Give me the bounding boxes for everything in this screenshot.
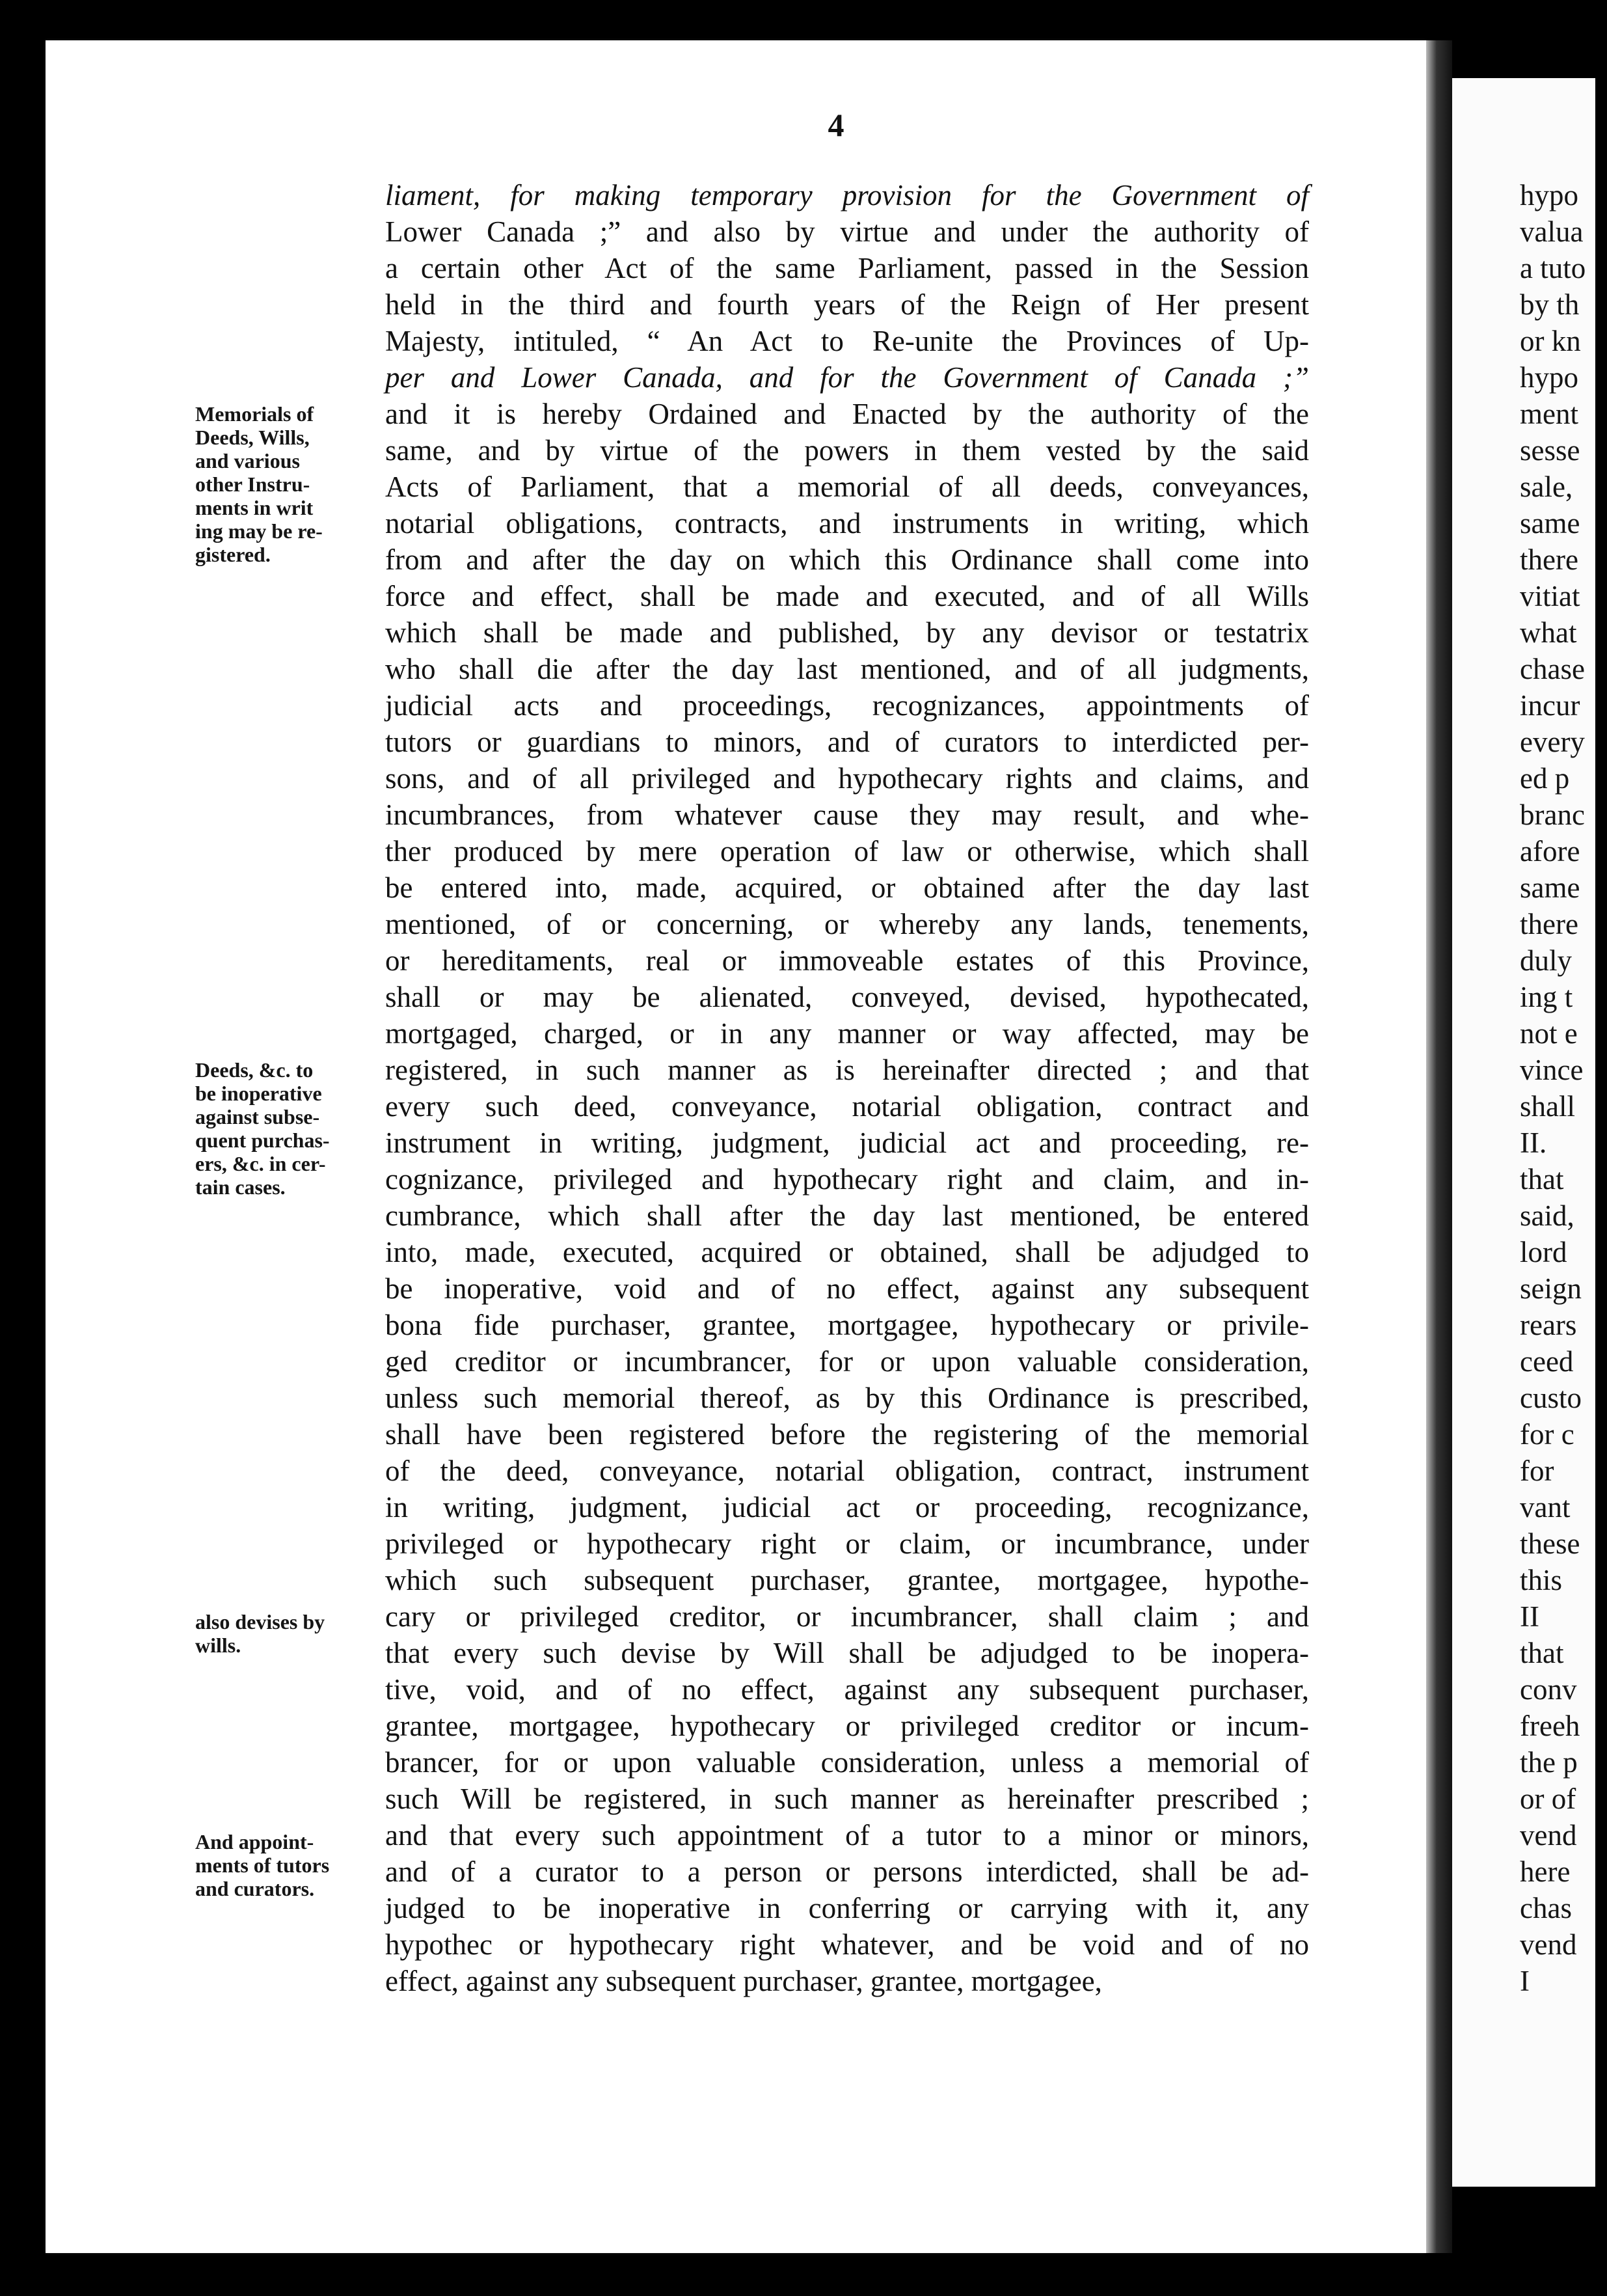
right-page-fragment: vend — [1520, 1819, 1577, 1852]
right-page-fragment: branc — [1520, 799, 1585, 831]
text-line: sons, and of all privileged and hypothecary rights and claims, and — [385, 762, 1309, 795]
text-line: in writing, judgment, judicial act or proceeding, recognizance, — [385, 1491, 1309, 1524]
right-page-fragment: this — [1520, 1564, 1563, 1596]
text-line: which such subsequent purchaser, grantee, mortgagee, hypothe- — [385, 1564, 1309, 1596]
right-page-fragment: sale, — [1520, 471, 1573, 503]
right-page-fragment: there — [1520, 908, 1578, 940]
right-page-fragment: I — [1520, 1965, 1530, 1997]
right-page-fragment: incur — [1520, 689, 1580, 722]
margin-note-line: also devises by — [195, 1610, 325, 1633]
text-line: or hereditaments, real or immoveable estates of this Province, — [385, 944, 1309, 977]
right-page-fragment: valua — [1520, 215, 1584, 248]
text-line: registered, in such manner as is hereinafter directed ; and that — [385, 1054, 1309, 1086]
text-line: ged creditor or incumbrancer, for or upon valuable consideration, — [385, 1345, 1309, 1378]
text-line: such Will be registered, in such manner as hereinafter prescribed ; — [385, 1783, 1309, 1815]
right-page-fragment: chas — [1520, 1892, 1572, 1924]
margin-note-line: be inoperative — [195, 1082, 322, 1105]
text-line: effect, against any subsequent purchaser, grantee, mortgagee, — [385, 1965, 1102, 1997]
margin-note-line: ers, &c. in cer- — [195, 1152, 326, 1175]
text-line: and that every such appointment of a tutor to a minor or minors, — [385, 1819, 1309, 1852]
text-line: Acts of Parliament, that a memorial of all deeds, conveyances, — [385, 471, 1309, 503]
right-page-fragment: that — [1520, 1637, 1564, 1669]
right-page-fragment: ed p — [1520, 762, 1570, 795]
right-page-fragment: conv — [1520, 1673, 1577, 1706]
text-line: be entered into, made, acquired, or obtained after the day last — [385, 871, 1309, 904]
right-page-fragment: shall — [1520, 1090, 1575, 1123]
text-line: tutors or guardians to minors, and of curators to interdicted per- — [385, 726, 1309, 758]
right-page-fragment: said, — [1520, 1199, 1574, 1232]
text-line: shall have been registered before the registering of the memorial — [385, 1418, 1309, 1451]
text-line: and it is hereby Ordained and Enacted by the authority of the — [385, 398, 1309, 430]
text-line: who shall die after the day last mentioned, and of all judgments, — [385, 653, 1309, 685]
right-page-fragment: afore — [1520, 835, 1580, 868]
right-page-fragment: sesse — [1520, 434, 1580, 467]
right-page-fragment: same — [1520, 871, 1580, 904]
text-line: Lower Canada ;” and also by virtue and under the authority of — [385, 215, 1309, 248]
right-page-fragment: hypo — [1520, 361, 1578, 394]
text-line: same, and by virtue of the powers in them vested by the said — [385, 434, 1309, 467]
right-page-fragment: here — [1520, 1855, 1571, 1888]
scan-edge — [1595, 0, 1607, 2296]
text-line: ther produced by mere operation of law or otherwise, which shall — [385, 835, 1309, 868]
text-line: mortgaged, charged, or in any manner or way affected, may be — [385, 1017, 1309, 1050]
right-page-fragment: there — [1520, 543, 1578, 576]
right-page-fragment: II. — [1520, 1127, 1547, 1159]
margin-note-line: and various — [195, 449, 300, 472]
margin-note-line: against subse- — [195, 1105, 320, 1128]
text-line: judicial acts and proceedings, recognizances, appointments of — [385, 689, 1309, 722]
right-page-fragment: by th — [1520, 288, 1580, 321]
right-page-fragment: what — [1520, 616, 1577, 649]
text-line: liament, for making temporary provision for the Government of — [385, 179, 1309, 212]
text-line: notarial obligations, contracts, and instruments in writing, which — [385, 507, 1309, 540]
margin-note-line: ments in writ — [195, 496, 314, 519]
margin-note-line: ing may be re- — [195, 519, 323, 543]
right-page-fragment: or kn — [1520, 325, 1581, 357]
text-line: grantee, mortgagee, hypothecary or privileged creditor or incum- — [385, 1710, 1309, 1742]
text-line: from and after the day on which this Ordinance shall come into — [385, 543, 1309, 576]
text-line: mentioned, of or concerning, or whereby any lands, tenements, — [385, 908, 1309, 940]
text-line: hypothec or hypothecary right whatever, and be void and of no — [385, 1928, 1309, 1961]
margin-note-memorials — [195, 402, 384, 566]
text-line: which shall be made and published, by any devisor or testatrix — [385, 616, 1309, 649]
margin-note-deeds-inoperative — [195, 1058, 384, 1199]
text-line: incumbrances, from whatever cause they may result, and whe- — [385, 799, 1309, 831]
right-page-fragment: duly — [1520, 944, 1573, 977]
right-page-fragment: or of — [1520, 1783, 1576, 1815]
right-page-fragment: custo — [1520, 1382, 1582, 1414]
text-line: a certain other Act of the same Parliament, passed in the Session — [385, 252, 1309, 284]
main-text-column — [385, 177, 1309, 1999]
right-page-fragment: vince — [1520, 1054, 1584, 1086]
text-line: brancer, for or upon valuable consideration, unless a memorial of — [385, 1746, 1309, 1779]
right-page-fragment: that — [1520, 1163, 1564, 1196]
right-page-fragment: every — [1520, 726, 1585, 758]
right-page-fragment: ceed — [1520, 1345, 1574, 1378]
right-page-fragment: II — [1520, 1600, 1539, 1633]
margin-note-devises — [195, 1610, 384, 1657]
text-line: force and effect, shall be made and executed, and of all Wills — [385, 580, 1309, 612]
right-page-fragment: seign — [1520, 1272, 1582, 1305]
right-page-fragment: rears — [1520, 1309, 1577, 1341]
margin-note-line: other Instru- — [195, 472, 310, 496]
right-page-fragment: for c — [1520, 1418, 1574, 1451]
margin-note-line: gistered. — [195, 543, 271, 566]
text-line: that every such devise by Will shall be adjudged to be inopera- — [385, 1637, 1309, 1669]
text-line: per and Lower Canada, and for the Government of Canada ;” — [385, 361, 1309, 394]
text-line: bona fide purchaser, grantee, mortgagee, hypothecary or privile- — [385, 1309, 1309, 1341]
margin-note-line: wills. — [195, 1633, 241, 1657]
right-page-fragment: ing t — [1520, 981, 1573, 1013]
text-line: into, made, executed, acquired or obtained, shall be adjudged to — [385, 1236, 1309, 1268]
margin-note-line: Memorials of — [195, 402, 314, 426]
right-page-fragment: ment — [1520, 398, 1578, 430]
text-line: shall or may be alienated, conveyed, devised, hypothecated, — [385, 981, 1309, 1013]
margin-note-line: and curators. — [195, 1877, 315, 1900]
text-line: cognizance, privileged and hypothecary right and claim, and in- — [385, 1163, 1309, 1196]
margin-note-line: Deeds, Wills, — [195, 426, 310, 449]
right-page-fragment: not e — [1520, 1017, 1578, 1050]
text-line: held in the third and fourth years of the Reign of Her present — [385, 288, 1309, 321]
text-line: be inoperative, void and of no effect, against any subsequent — [385, 1272, 1309, 1305]
right-page-fragment: the p — [1520, 1746, 1578, 1779]
right-page-fragment: chase — [1520, 653, 1585, 685]
right-page-fragment: vant — [1520, 1491, 1571, 1524]
page-number: 4 — [828, 107, 844, 143]
margin-note-line: Deeds, &c. to — [195, 1058, 314, 1082]
text-line: tive, void, and of no effect, against any subsequent purchaser, — [385, 1673, 1309, 1706]
margin-note-line: tain cases. — [195, 1175, 286, 1199]
right-page-fragment: same — [1520, 507, 1580, 540]
text-line: of the deed, conveyance, notarial obligation, contract, instrument — [385, 1455, 1309, 1487]
right-page-fragment: lord — [1520, 1236, 1567, 1268]
margin-note-line: And appoint- — [195, 1830, 314, 1853]
right-page-fragment: these — [1520, 1527, 1580, 1560]
right-page-text-fragments — [1520, 177, 1607, 1999]
right-page-fragment: vitiat — [1520, 580, 1580, 612]
book-gutter — [1426, 40, 1452, 2253]
right-page-fragment: freeh — [1520, 1710, 1580, 1742]
text-line: cary or privileged creditor, or incumbrancer, shall claim ; and — [385, 1600, 1309, 1633]
margin-note-line: ments of tutors — [195, 1853, 330, 1877]
text-line: unless such memorial thereof, as by this Ordinance is prescribed, — [385, 1382, 1309, 1414]
text-line: every such deed, conveyance, notarial obligation, contract and — [385, 1090, 1309, 1123]
text-line: judged to be inoperative in conferring or carrying with it, any — [385, 1892, 1309, 1924]
right-page-fragment: hypo — [1520, 179, 1578, 212]
text-line: instrument in writing, judgment, judicial act and proceeding, re- — [385, 1127, 1309, 1159]
text-line: privileged or hypothecary right or claim, or incumbrance, under — [385, 1527, 1309, 1560]
right-page-fragment: vend — [1520, 1928, 1577, 1961]
text-line: cumbrance, which shall after the day last mentioned, be entered — [385, 1199, 1309, 1232]
margin-note-appointments — [195, 1830, 384, 1900]
text-line: and of a curator to a person or persons interdicted, shall be ad- — [385, 1855, 1309, 1888]
right-page-fragment: a tuto — [1520, 252, 1586, 284]
margin-note-line: quent purchas- — [195, 1128, 330, 1152]
right-page-fragment: for — [1520, 1455, 1554, 1487]
text-line: Majesty, intituled, “ An Act to Re-unite the Provinces of Up- — [385, 325, 1309, 357]
